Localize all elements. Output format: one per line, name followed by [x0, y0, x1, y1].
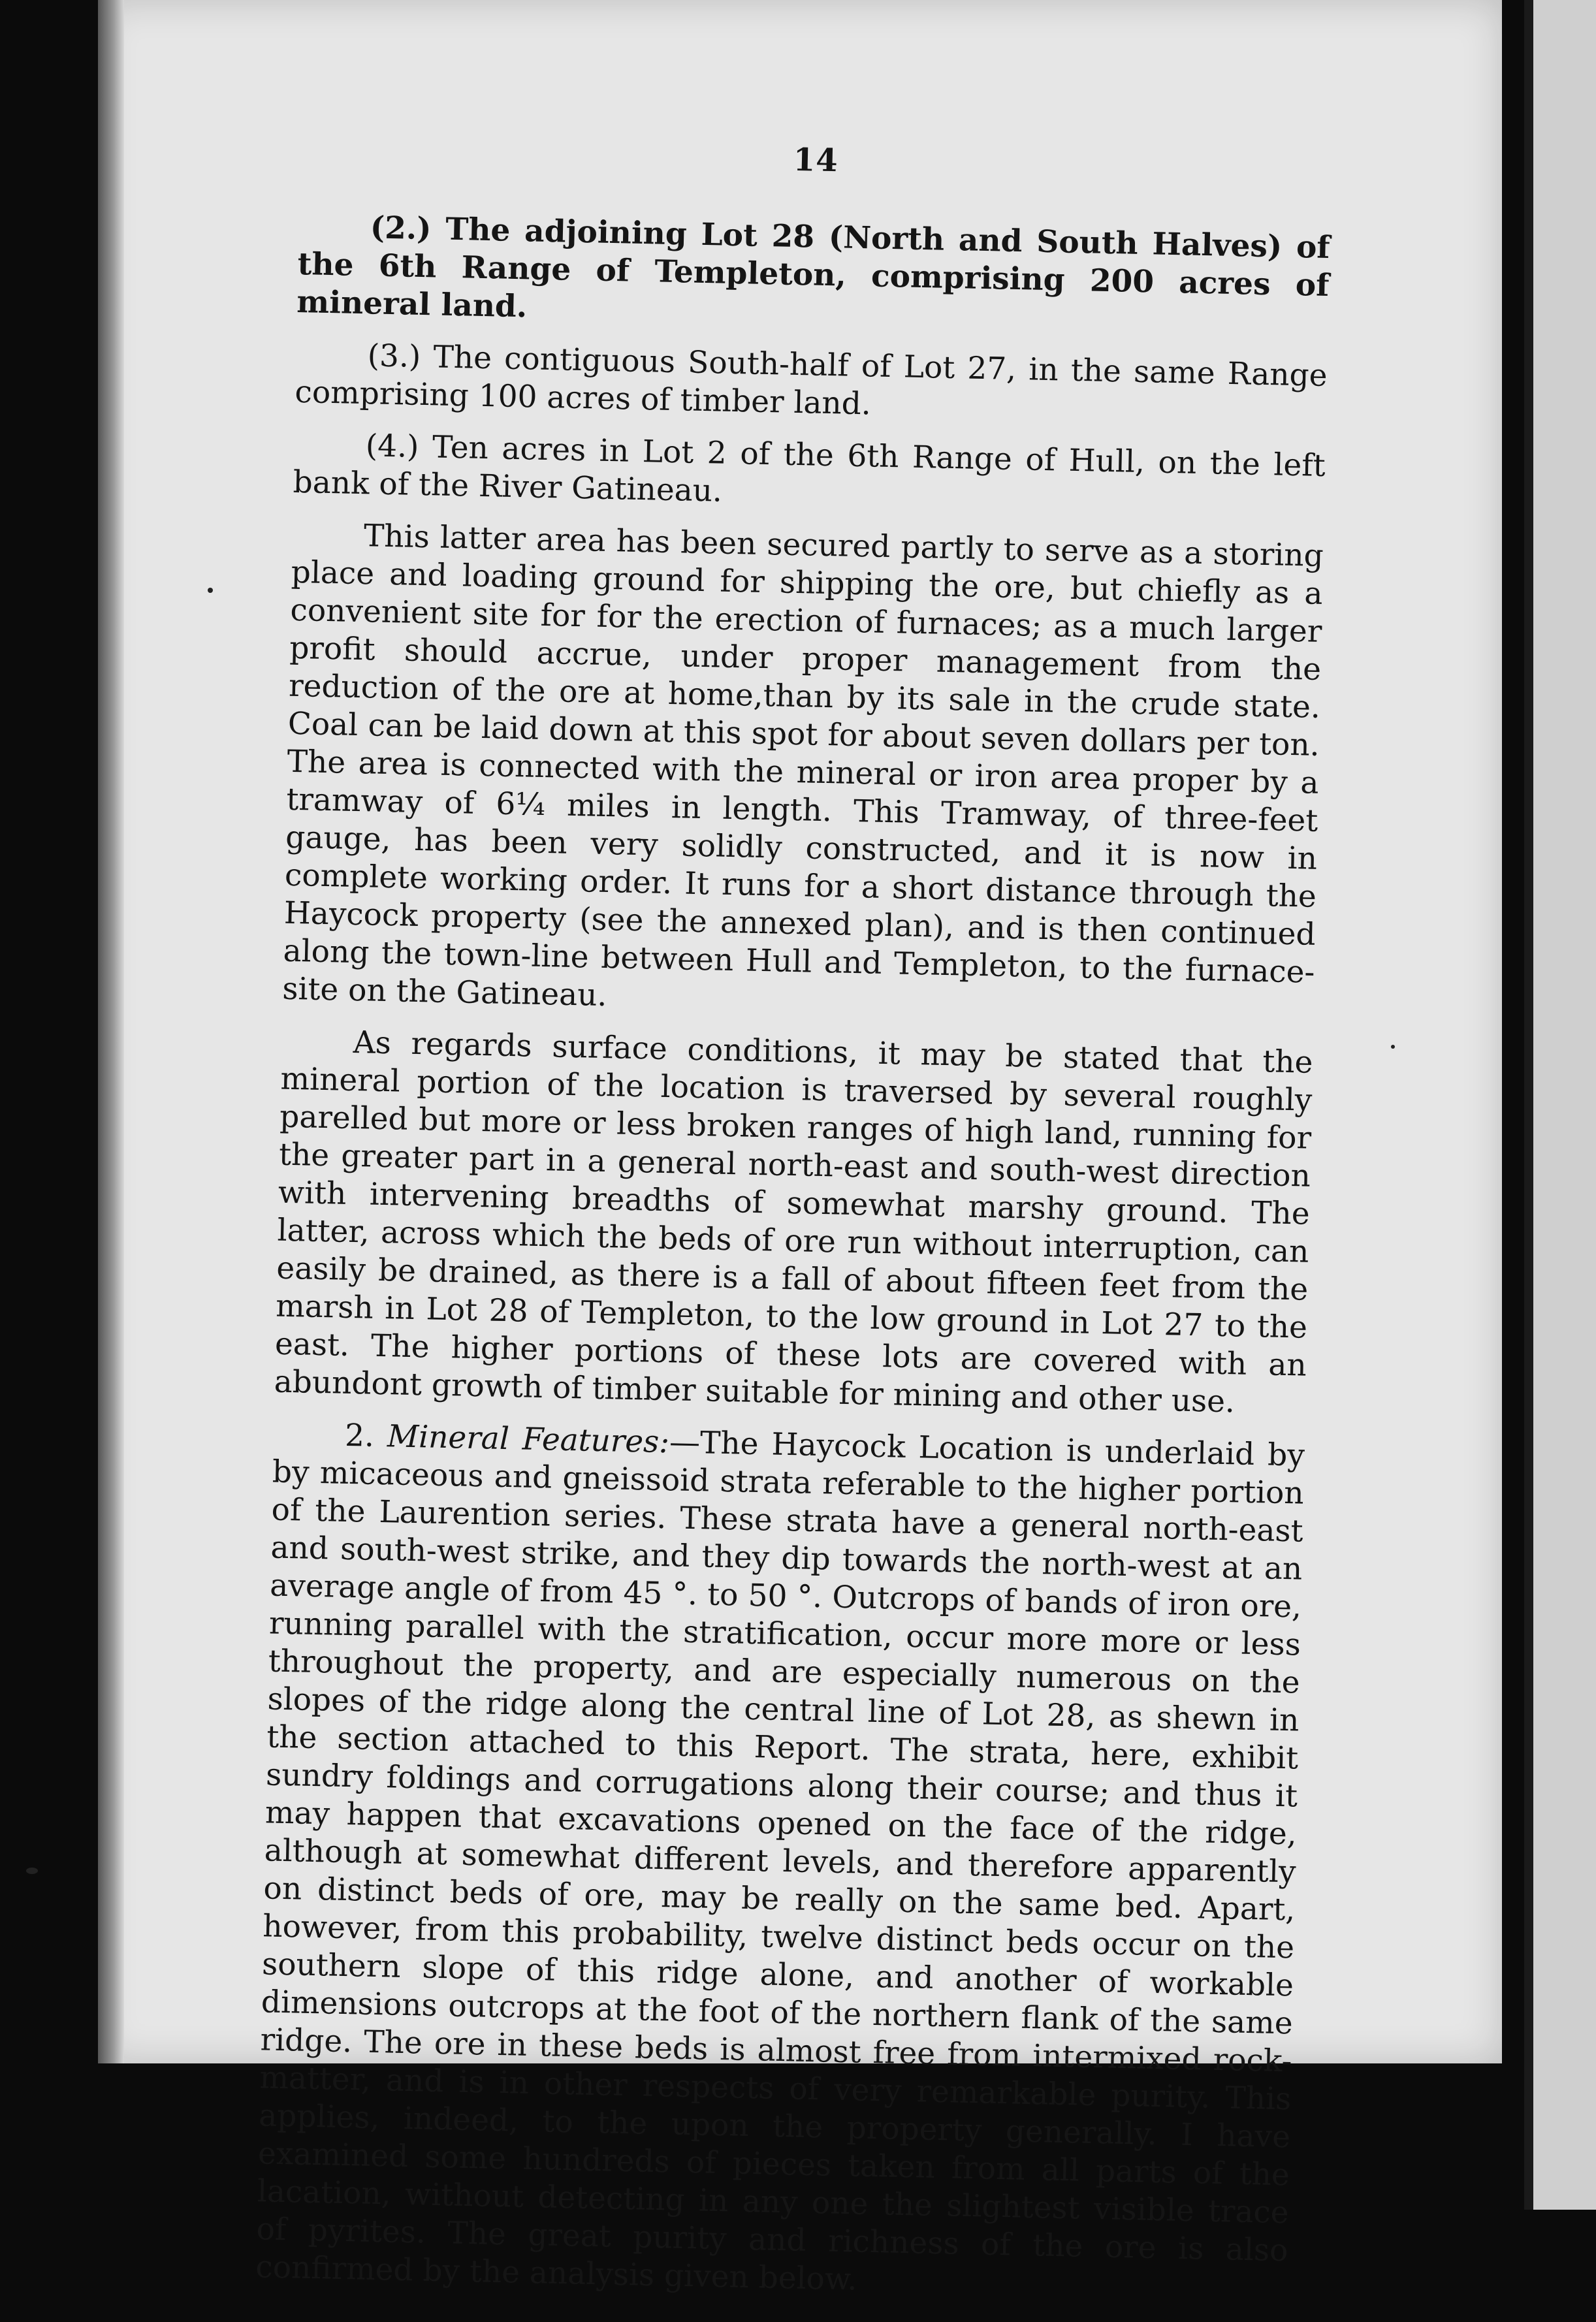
paragraph-lot-27: (3.) The contiguous South-half of Lot 27, in the same Range comprising 100 acres of timber land.: [295, 338, 1328, 422]
page-text-body: [255, 131, 1332, 2322]
scan-speck: [26, 1868, 38, 1874]
paragraph-hull-lot-2: (4.) Ten acres in Lot 2 of the 6th Range of Hull, on the left bank of the River Gatineau.: [293, 428, 1326, 509]
page-number: 14: [793, 141, 839, 180]
facing-page-edge: [1524, 0, 1596, 2210]
paragraph-mineral-features: [255, 1416, 1305, 2308]
paragraph-storing-place: This latter area has been secured partly to serve as a storing place and loading ground for shipping the ore, but chiefly as a convenient site for for the erection of furnaces; as a much larger profit should accrue, under proper management from the reduction of the ore at home,than by its sale in the crude state. Coal can be laid down at this spot for about seven dollars per ton. The area is connected with the mineral or iron area proper by a tramway of 6¼ miles in length. This Tramway, of three-feet gauge, has been very solidly constructed, and it is now in complete working order. It runs for a short distance through the Haycock property (see the annexed plan), and is then continued along the town-line between Hull and Templeton, to the furnace-site on the Gatineau.: [281, 518, 1324, 1014]
paragraph-lot-28: (2.) The adjoining Lot 28 (North and South Halves) of the 6th Range of Templeton, comprising 200 acres of mineral land.: [296, 210, 1331, 325]
page-binding-edge: [98, 0, 124, 2063]
paragraph-surface-conditions: As regards surface conditions, it may be stated that the mineral portion of the location is traversed by several roughly parelled but more or less broken ranges of high land, running for the greater part in a general north-east and south-west direction with intervening breadths of somewhat marshy ground. The latter, across which the beds of ore run without interruption, can easily be drained, as there is a fall of about fifteen feet from the marsh in Lot 28 of Templeton, to the low ground in Lot 27 to the east. The higher portions of these lots are covered with an abundont growth of timber suitable for mining and other use.: [274, 1025, 1314, 1420]
section-heading: Mineral Features:: [387, 1418, 670, 1461]
scan-speck: [208, 588, 213, 593]
section-number: 2.: [344, 1417, 388, 1455]
section-text: —The Haycock Location is underlaid by by micaceous and gneissoid strata referable to the higher portion of the Laurention series. These strata have a general north-east and south-west strike, and they dip towards the north-west at an average angle of from 45 °. to 50 °. Outcrops of bands of iron ore, running parallel with the stratification, occur more more or less throughout the property, and are especially numerous on the slopes of the ridge along the central line of Lot 28, as shewn in the section attached to this Report. The strata, here, exhibit sundry foldings and corrugations along their course; and thus it may happen that excavations opened on the face of the ridge, although at somewhat different levels, and therefore apparently on distinct beds of ore, may be really on the same bed. Apart, however, from this probability, twelve distinct beds occur on the southern slope of this ridge alone, and another of workable dimensions outcrops at the foot of the northern flank of the same ridge. The ore in these beds is almost free from intermixed rock-matter, and is in other respects of very remarkable purity. This applies, indeed, to the upon the property generally. I have examined some hundreds of pieces taken from all parts of the lacation, without detecting in any one the slightest visible trace of pyrites. The great purity and richness of the ore is also confirmed by the analysis given below.: [255, 1424, 1305, 2298]
scan-speck: [1391, 1045, 1395, 1049]
